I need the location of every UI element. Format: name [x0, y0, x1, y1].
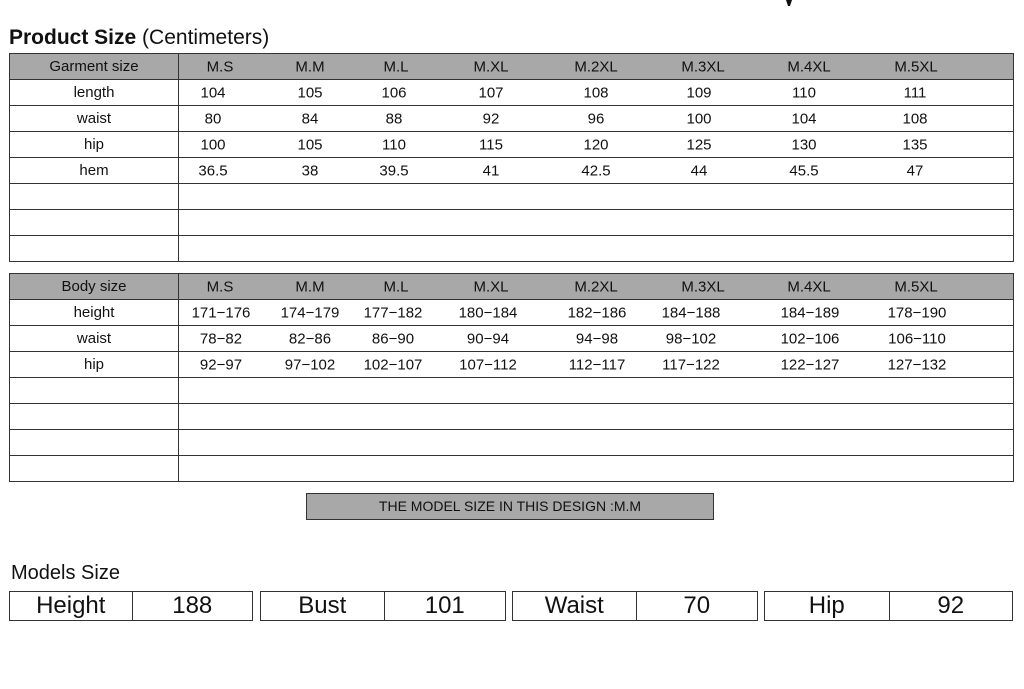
empty-row — [10, 210, 1014, 236]
page-title — [9, 26, 269, 50]
size-label: M.XL — [473, 278, 509, 295]
empty-row — [10, 456, 1014, 482]
cell-value: 125 — [686, 136, 712, 153]
cell-value: 36.5 — [198, 162, 228, 179]
measure-value: 188 — [172, 592, 213, 619]
cell-value: 110 — [382, 136, 406, 153]
size-label: M.4XL — [787, 278, 831, 295]
row-label: length — [10, 80, 179, 106]
title-main: Product Size — [9, 26, 137, 49]
cell-value: 78−82 — [199, 330, 243, 347]
cell-value: 100 — [200, 136, 226, 153]
cell-value: 41 — [482, 162, 500, 179]
table-row — [10, 352, 1014, 378]
row-values — [179, 158, 1014, 184]
table-row — [10, 132, 1014, 158]
cell-value: 96 — [587, 110, 605, 127]
model-measure-bust — [260, 591, 506, 621]
cell-value: 90−94 — [466, 330, 510, 347]
table-row — [10, 106, 1014, 132]
size-label: M.S — [206, 278, 234, 295]
size-label: M.5XL — [894, 278, 938, 295]
size-label: M.L — [383, 278, 409, 295]
empty-cell — [179, 184, 1014, 210]
table-row — [10, 300, 1014, 326]
cell-value: 84 — [301, 110, 319, 127]
cell-value: 38 — [301, 162, 319, 179]
model-measure-height — [9, 591, 253, 621]
empty-cell — [10, 404, 179, 430]
size-label: M.4XL — [787, 58, 831, 75]
size-label: M.2XL — [574, 58, 618, 75]
empty-cell — [179, 236, 1014, 262]
row-label: hip — [10, 352, 179, 378]
models-size-title: Models Size — [11, 562, 120, 584]
cell-value: 177−182 — [363, 304, 423, 321]
measure-value: 92 — [937, 592, 965, 619]
row-label: waist — [10, 326, 179, 352]
size-label: M.M — [295, 278, 325, 295]
row-values — [179, 300, 1014, 326]
empty-cell — [10, 236, 179, 262]
empty-row — [10, 378, 1014, 404]
cell-value: 39.5 — [379, 162, 409, 179]
table-header-row — [10, 54, 1014, 80]
empty-row — [10, 430, 1014, 456]
cell-value: 127−132 — [887, 356, 947, 373]
cell-value: 86−90 — [371, 330, 415, 347]
measure-label: Hip — [765, 592, 890, 620]
cell-value: 171−176 — [191, 304, 251, 321]
empty-cell — [10, 210, 179, 236]
cell-value: 111 — [903, 84, 927, 101]
size-label: M.L — [383, 58, 409, 75]
row-label: hip — [10, 132, 179, 158]
cell-value: 98−102 — [665, 330, 717, 347]
cell-value: 122−127 — [780, 356, 840, 373]
measure-label: Height — [10, 592, 133, 620]
measure-value: 101 — [424, 592, 465, 619]
model-size-banner: THE MODEL SIZE IN THIS DESIGN :M.M — [306, 493, 714, 520]
header-label: Body size — [10, 274, 179, 300]
measure-label: Waist — [513, 592, 637, 620]
row-values — [179, 132, 1014, 158]
body-size-table — [9, 273, 1014, 482]
empty-row — [10, 404, 1014, 430]
cell-value: 97−102 — [284, 356, 336, 373]
model-measure-waist — [512, 591, 758, 621]
size-label: M.XL — [473, 58, 509, 75]
size-header-cells — [179, 274, 1014, 300]
measure-label: Bust — [261, 592, 385, 620]
cell-value: 135 — [902, 136, 928, 153]
row-values — [179, 352, 1014, 378]
empty-cell — [179, 456, 1014, 482]
cell-value: 180−184 — [458, 304, 518, 321]
model-measure-hip — [764, 591, 1013, 621]
cell-value: 174−179 — [280, 304, 340, 321]
row-values — [179, 80, 1014, 106]
cell-value: 92−97 — [199, 356, 243, 373]
empty-cell — [10, 184, 179, 210]
cell-value: 44 — [690, 162, 708, 179]
cell-value: 80 — [204, 110, 222, 127]
cell-value: 100 — [686, 110, 712, 127]
cell-value: 102−106 — [780, 330, 840, 347]
cell-value: 109 — [686, 84, 712, 101]
cell-value: 130 — [791, 136, 817, 153]
empty-cell — [179, 404, 1014, 430]
cell-value: 42.5 — [581, 162, 611, 179]
cell-value: 106 — [381, 84, 407, 101]
cell-value: 102−107 — [363, 356, 423, 373]
size-label: M.5XL — [894, 58, 938, 75]
table-header-row — [10, 274, 1014, 300]
empty-cell — [10, 456, 179, 482]
empty-row — [10, 236, 1014, 262]
cell-value: 120 — [583, 136, 609, 153]
cell-value: 117−122 — [662, 356, 720, 373]
title-unit: (Centimeters) — [142, 26, 270, 49]
cell-value: 184−189 — [780, 304, 840, 321]
row-label: hem — [10, 158, 179, 184]
cell-value: 92 — [482, 110, 500, 127]
table-row — [10, 326, 1014, 352]
row-label: height — [10, 300, 179, 326]
cell-value: 104 — [791, 110, 817, 127]
cell-value: 182−186 — [567, 304, 627, 321]
row-values — [179, 326, 1014, 352]
measure-value: 70 — [683, 592, 711, 619]
empty-cell — [179, 378, 1014, 404]
cell-value: 94−98 — [575, 330, 619, 347]
cell-value: 178−190 — [887, 304, 947, 321]
cell-value: 110 — [792, 84, 816, 101]
header-label: Garment size — [10, 54, 179, 80]
cell-value: 105 — [297, 136, 323, 153]
size-header-cells — [179, 54, 1014, 80]
size-label: M.3XL — [681, 58, 725, 75]
table-row — [10, 158, 1014, 184]
cell-value: 107−112 — [459, 356, 517, 373]
row-values — [179, 106, 1014, 132]
cell-value: 115 — [479, 136, 503, 153]
empty-cell — [10, 378, 179, 404]
empty-cell — [10, 430, 179, 456]
cell-value: 106−110 — [888, 330, 946, 347]
size-label: M.3XL — [681, 278, 725, 295]
cell-value: 47 — [906, 162, 924, 179]
size-label: M.2XL — [574, 278, 618, 295]
cell-value: 45.5 — [789, 162, 819, 179]
empty-cell — [179, 430, 1014, 456]
cell-value: 108 — [902, 110, 928, 127]
cell-value: 104 — [200, 84, 226, 101]
row-label: waist — [10, 106, 179, 132]
cell-value: 82−86 — [288, 330, 332, 347]
cell-value: 107 — [478, 84, 504, 101]
cell-value: 88 — [385, 110, 403, 127]
size-label: M.M — [295, 58, 325, 75]
decorative-mark — [784, 0, 794, 6]
size-label: M.S — [206, 58, 234, 75]
empty-cell — [179, 210, 1014, 236]
cell-value: 105 — [297, 84, 323, 101]
cell-value: 112−117 — [568, 356, 626, 373]
cell-value: 184−188 — [661, 304, 721, 321]
empty-row — [10, 184, 1014, 210]
cell-value: 108 — [583, 84, 609, 101]
garment-size-table — [9, 53, 1014, 262]
table-row — [10, 80, 1014, 106]
